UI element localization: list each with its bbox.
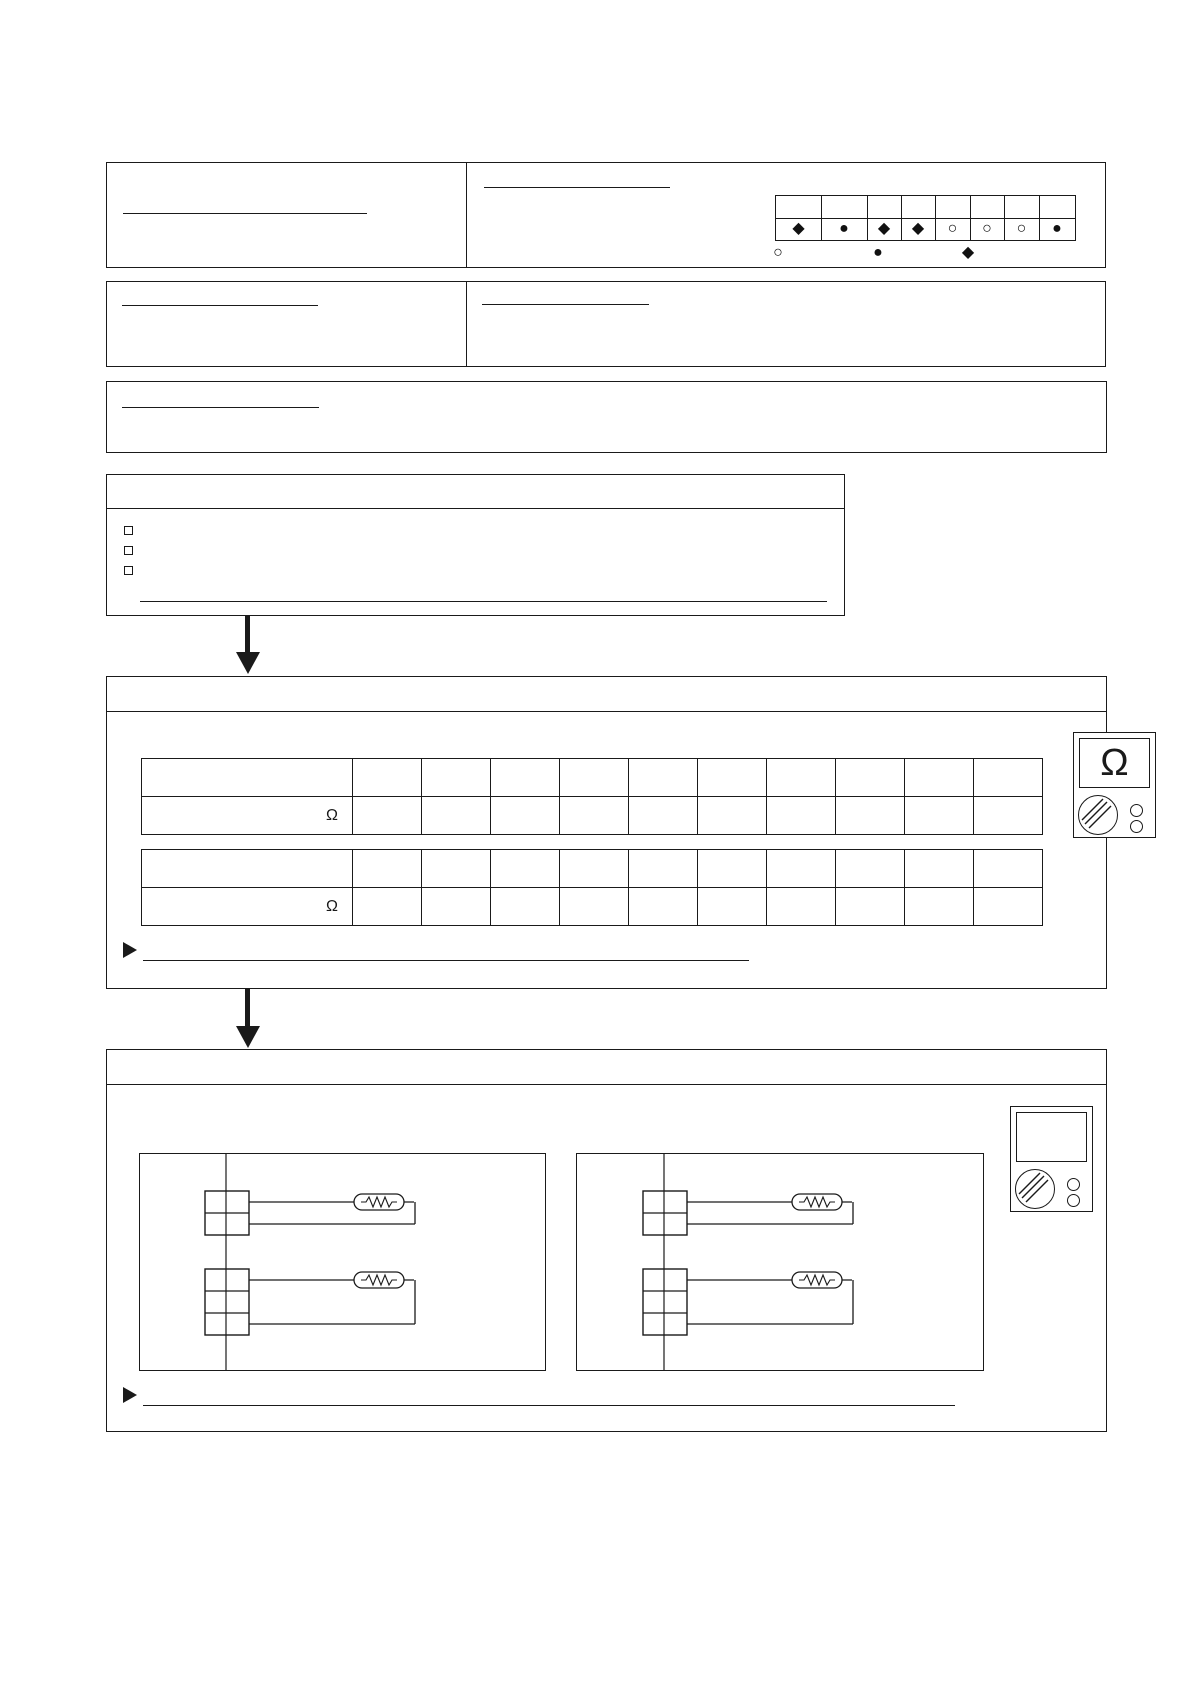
legend-symbol: ◆ [961,244,975,261]
resistor-icon [792,1194,842,1210]
arrow-down-icon [245,989,250,1026]
resistor-icon [792,1272,842,1288]
header-divider [466,163,467,267]
indicator-symbol: ○ [1016,220,1027,237]
triangle-pointer-icon [123,1387,137,1403]
arrow-down-icon-head [236,1026,260,1048]
multimeter-icon [1010,1106,1093,1212]
resistance-table-1 [141,758,1043,835]
connector-note-line [143,1405,955,1406]
header-middle-right-line [482,304,649,305]
table-row [142,797,1043,835]
connector-2pin [205,1191,249,1235]
connector-3pin [643,1269,687,1335]
meter-display: Ω [1079,738,1150,788]
arrow-down-icon [245,616,250,652]
connector-2pin [643,1191,687,1235]
meter-port [1067,1194,1080,1207]
meter-port [1130,820,1143,833]
table-row [142,759,1043,797]
resistance-unit: Ω [142,797,353,835]
resistance-title-divider [107,711,1106,712]
triangle-pointer-icon [123,942,137,958]
legend-symbol: ○ [773,244,783,261]
connector-title-divider [107,1084,1106,1085]
header-left-title-line [123,213,367,214]
resistor-icon [354,1194,404,1210]
indicator-symbol: ◆ [911,220,925,237]
meter-dial [1078,795,1118,835]
connector-diagram-left [139,1153,546,1371]
multimeter-icon [1073,732,1156,838]
resistance-table-2 [141,849,1043,926]
arrow-down-icon-head [236,652,260,674]
checklist-note-line [140,601,827,602]
header-bottom-line [122,407,319,408]
meter-port [1067,1178,1080,1191]
resistance-note-line [143,960,749,961]
connector-check-box [106,1049,1107,1432]
indicator-table [775,195,1076,241]
meter-display [1016,1112,1087,1162]
header-box-bottom [106,381,1107,453]
indicator-symbol: ◆ [792,220,805,237]
table-row-label [142,759,353,797]
indicator-symbol: ○ [947,220,958,237]
checkbox-icon[interactable] [124,546,133,555]
checklist-title-divider [107,508,844,509]
header-box-top [106,162,1106,268]
resistor-icon [354,1272,404,1288]
checkbox-icon[interactable] [124,526,133,535]
table-row-label [142,850,353,888]
checklist-box [106,474,845,616]
indicator-symbol: ◆ [877,220,891,237]
indicator-symbol: ● [839,220,849,237]
table-row [142,888,1043,926]
header-middle-left-line [122,305,318,306]
indicator-symbol: ● [1052,220,1062,237]
resistance-unit: Ω [142,888,353,926]
legend-symbol: ● [873,244,883,261]
header-middle-divider [466,282,467,366]
table-row [142,850,1043,888]
meter-dial [1015,1169,1055,1209]
checkbox-icon[interactable] [124,566,133,575]
resistance-check-box [106,676,1107,989]
header-right-title-line [484,187,670,188]
connector-diagram-right [576,1153,984,1371]
indicator-symbol: ○ [982,220,992,237]
meter-port [1130,804,1143,817]
header-box-middle [106,281,1106,367]
connector-3pin [205,1269,249,1335]
